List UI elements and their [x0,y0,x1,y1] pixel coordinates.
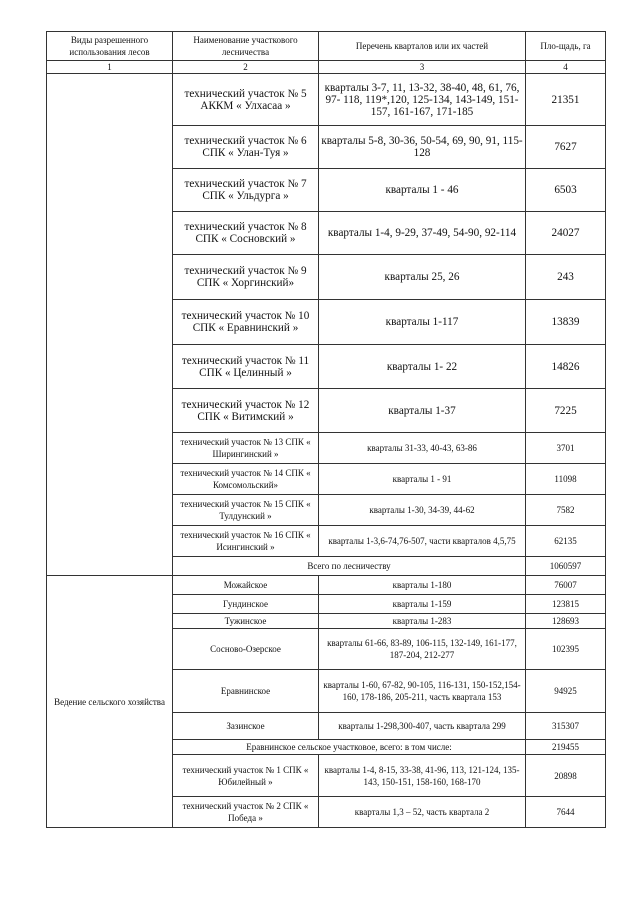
header-use-type: Виды разрешенного использования лесов [47,32,173,61]
forestry-name: технический участок № 10 СПК « Еравнинский » [173,300,319,345]
area-value: 11098 [526,464,606,495]
forestry-name: Зазинское [173,713,319,740]
forestry-name: технический участок № 6 СПК « Улан-Туя » [173,126,319,169]
area-value: 7627 [526,126,606,169]
forestry-name: технический участок № 1 СПК « Юбилейный » [173,755,319,797]
forestry-name: технический участок № 8 СПК « Сосновский » [173,212,319,255]
total-area: 1060597 [526,557,606,576]
area-value: 13839 [526,300,606,345]
quarters-list: кварталы 31-33, 40-43, 63-86 [319,433,526,464]
area-value: 3701 [526,433,606,464]
area-value: 62135 [526,526,606,557]
quarters-list: кварталы 1 - 46 [319,169,526,212]
table-row [47,74,606,126]
quarters-list: кварталы 1-180 [319,576,526,595]
area-value: 102395 [526,629,606,670]
table-row [47,576,606,595]
quarters-list: кварталы 1-4, 8-15, 33-38, 41-96, 113, 121-124, 135-143, 150-151, 158-160, 168-170 [319,755,526,797]
forestry-name: технический участок № 11 СПК « Целинный » [173,345,319,389]
area-value: 14826 [526,345,606,389]
header-area: Пло-щадь, га [526,32,606,61]
subtotal-label: Еравнинское сельское участковое, всего: в том числе: [173,740,526,755]
quarters-list: кварталы 1-30, 34-39, 44-62 [319,495,526,526]
quarters-list: кварталы 1- 22 [319,345,526,389]
use-type-label: Ведение сельского хозяйства [47,576,173,828]
quarters-list: кварталы 1-159 [319,595,526,614]
area-value: 128693 [526,614,606,629]
quarters-list: кварталы 1 - 91 [319,464,526,495]
forestry-name: Сосново-Озерское [173,629,319,670]
forestry-name: технический участок № 7 СПК « Ульдурга » [173,169,319,212]
subtotal-area: 219455 [526,740,606,755]
column-number: 3 [319,61,526,74]
forestry-name: Еравнинское [173,670,319,713]
forestry-name: технический участок № 5 АККМ « Улхасаа » [173,74,319,126]
forestry-name: Тужинское [173,614,319,629]
column-number: 1 [47,61,173,74]
forestry-name: технический участок № 9 СПК « Хоргинский» [173,255,319,300]
quarters-list: кварталы 61-66, 83-89, 106-115, 132-149, 161-177, 187-204, 212-277 [319,629,526,670]
quarters-list: кварталы 1,3 – 52, часть квартала 2 [319,797,526,828]
use-type-cell-empty [47,74,173,576]
area-value: 7644 [526,797,606,828]
forestry-name: технический участок № 13 СПК « Ширингинский » [173,433,319,464]
total-label: Всего по лесничеству [173,557,526,576]
area-value: 123815 [526,595,606,614]
area-value: 7225 [526,389,606,433]
area-value: 315307 [526,713,606,740]
area-value: 6503 [526,169,606,212]
column-number-row [47,61,606,74]
quarters-list: кварталы 3-7, 11, 13-32, 38-40, 48, 61, 76, 97- 118, 119*,120, 125-134, 143-149, 151-157, 161-167, 171-185 [319,74,526,126]
area-value: 94925 [526,670,606,713]
quarters-list: кварталы 1-283 [319,614,526,629]
header-forestry-name: Наименование участкового лесничества [173,32,319,61]
quarters-list: кварталы 25, 26 [319,255,526,300]
area-value: 24027 [526,212,606,255]
column-number: 2 [173,61,319,74]
forestry-name: технический участок № 16 СПК « Исингинский » [173,526,319,557]
area-value: 76007 [526,576,606,595]
quarters-list: кварталы 5-8, 30-36, 50-54, 69, 90, 91, 115-128 [319,126,526,169]
area-value: 20898 [526,755,606,797]
forestry-name: Гундинское [173,595,319,614]
column-number: 4 [526,61,606,74]
area-value: 21351 [526,74,606,126]
header-quarters-list: Перечень кварталов или их частей [319,32,526,61]
forestry-name: технический участок № 12 СПК « Витимский » [173,389,319,433]
quarters-list: кварталы 1-4, 9-29, 37-49, 54-90, 92-114 [319,212,526,255]
header-row [47,32,606,61]
quarters-list: кварталы 1-60, 67-82, 90-105, 116-131, 150-152,154-160, 178-186, 205-211, часть квартала 153 [319,670,526,713]
quarters-list: кварталы 1-3,6-74,76-507, части кварталов 4,5,75 [319,526,526,557]
quarters-list: кварталы 1-298,300-407, часть квартала 299 [319,713,526,740]
quarters-list: кварталы 1-117 [319,300,526,345]
forestry-name: технический участок № 2 СПК « Победа » [173,797,319,828]
forestry-name: технический участок № 15 СПК « Тулдунский » [173,495,319,526]
forestry-name: Можайское [173,576,319,595]
forestry-name: технический участок № 14 СПК « Комсомольский» [173,464,319,495]
forest-use-table [46,31,606,828]
quarters-list: кварталы 1-37 [319,389,526,433]
area-value: 7582 [526,495,606,526]
area-value: 243 [526,255,606,300]
